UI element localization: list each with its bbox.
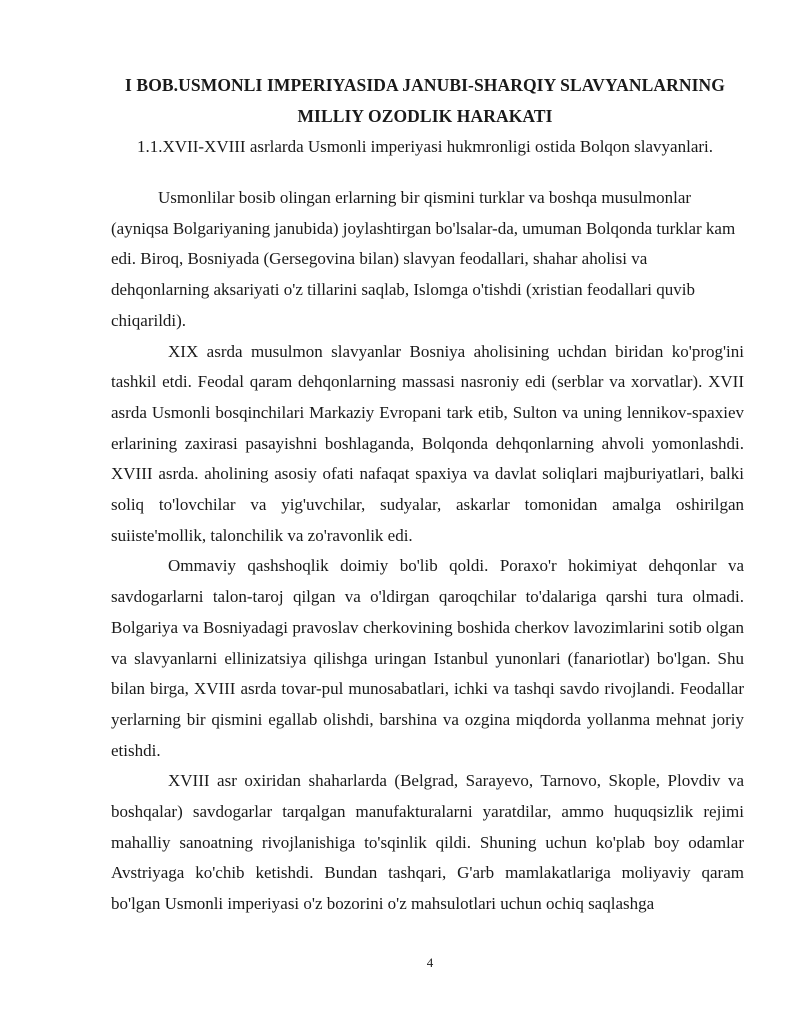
paragraph-3: Ommaviy qashshoqlik doimiy bo'lib qoldi. Poraxo'r hokimiyat dehqonlar va savdogarlarni talon-taroj qilgan va o'ldirgan qaroqchilar to'dalariga qarshi tura olmadi. Bolgariya va Bosniyadagi pravoslav cherkovining boshida cherkov lavozimlarini sotib olgan va slavyanlarni ellinizatsiya qilishga uringan Istanbul yunonlari (fanariotlar) bo'lgan. Shu bilan birga, XVIII asrda tovar-pul munosabatlari, ichki va tashqi savdo rivojlandi. Feodallar yerlarning bir qismini egallab olishdi, barshina va ozgina miqdorda yollanma mehnat joriy etishdi. [111,556,744,760]
body-text [111,183,744,920]
paragraph-1: Usmonlilar bosib olingan erlarning bir qismini turklar va boshqa musulmonlar (ayniqsa Bolgariyaning janubida) joylashtirgan bo'lsalar-da, umuman Bolqonda turklar kam edi. Biroq, Bosniyada (Gersegovina bilan) slavyan feodallari, shahar aholisi va dehqonlarning aksariyati o'z tillarini saqlab, Islomga o'tishdi (xristian feodallari quvib chiqarildi). [111,188,736,330]
section-title: 1.1.XVII-XVIII asrlarda Usmonli imperiyasi hukmronligi ostida Bolqon slavyanlari. [137,137,713,156]
paragraph-2: XIX asrda musulmon slavyanlar Bosniya aholisining uchdan biridan ko'prog'ini tashkil etdi. Feodal qaram dehqonlarning massasi nasroniy edi (serblar va xorvatlar). XVII asrda Usmonli bosqinchilari Markaziy Evropani tark etib, Sulton va uning lennikov-spaxiev erlarining zaxirasi pasayishni boshlaganda, Bolqonda dehqonlarning ahvoli yomonlashdi. XVIII asrda. aholining asosiy ofati nafaqat spaxiya va davlat soliqlari majburiyatlari, balki soliq to'lovchilar va yig'uvchilar, sudyalar, askarlar tomonidan amalga oshirilgan suiiste'mollik, talonchilik va zo'ravonlik edi. [111,341,744,545]
chapter-title-line-1: I BOB.USMONLI IMPERIYASIDA JANUBI-SHARQIY SLAVYANLARNING [125,75,725,95]
paragraph-4: XVIII asr oxiridan shaharlarda (Belgrad, Sarayevo, Tarnovo, Skople, Plovdiv va boshqalar) savdogarlar tarqalgan manufakturalarni yaratdilar, ammo huquqsizlik rejimi mahalliy sanoatning rivojlanishiga to'sqinlik qildi. Shuning uchun ko'plab boy odamlar Avstriyaga ko'chib ketishdi. Bundan tashqari, G'arb mamlakatlariga moliyaviy qaram bo'lgan Usmonli imperiyasi o'z bozorini o'z mahsulotlari uchun ochiq saqlashga [111,771,744,914]
page-number: 4 [426,955,434,970]
chapter-title-line-2: MILLIY OZODLIK HARAKATI [297,106,553,126]
